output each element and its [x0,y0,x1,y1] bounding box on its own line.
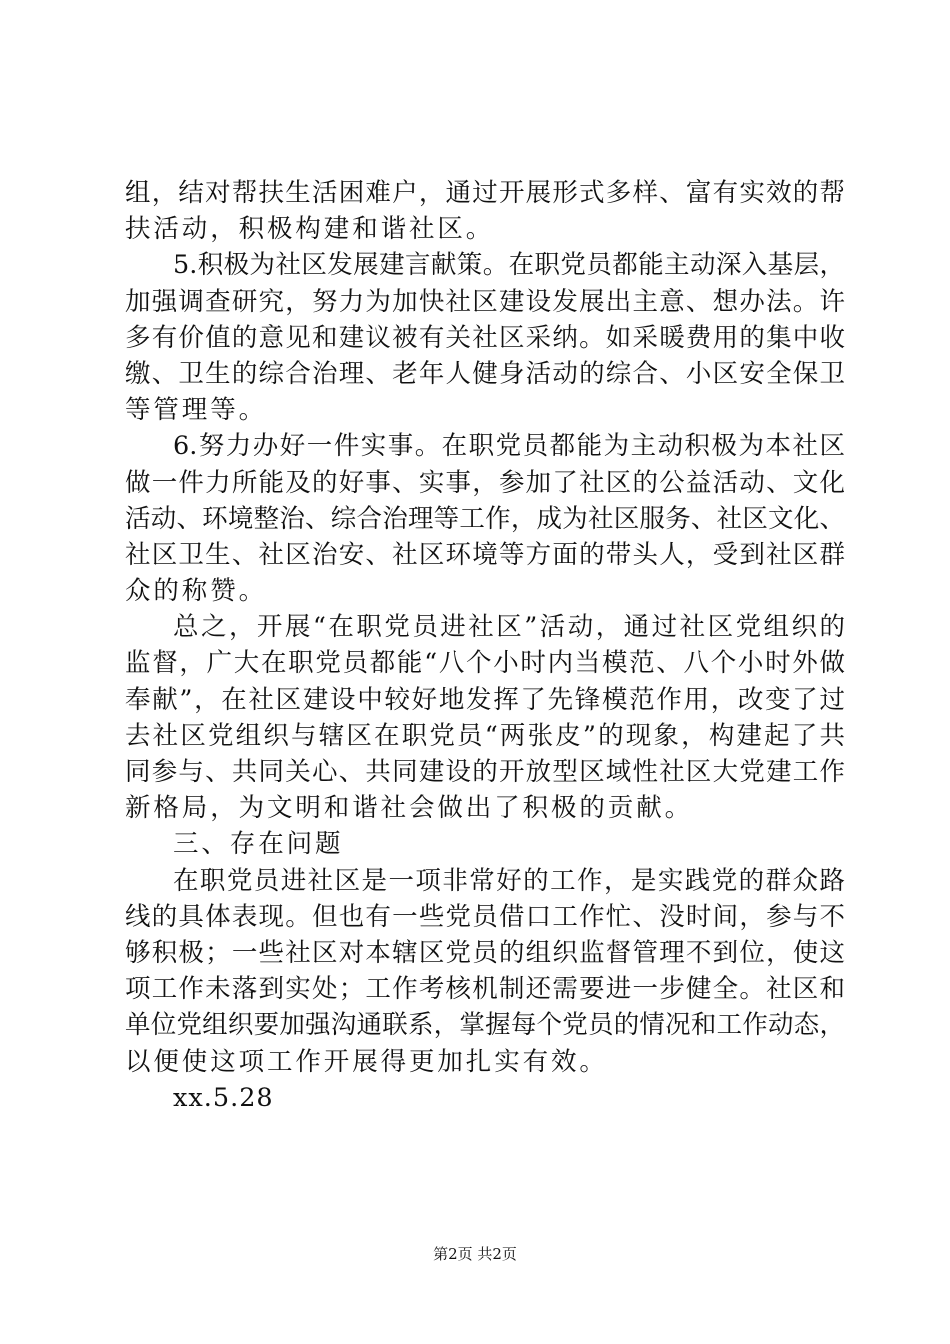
text-line: 以便使这项工作开展得更加扎实有效。 [125,1046,608,1077]
text-line: 组，结对帮扶生活困难户，通过开展形式多样、富有实效的帮 [125,178,845,208]
text-line: 6.努力办好一件实事。在职党员都能为主动积极为本社区 [173,431,845,462]
text-line: 扶活动，积极构建和谐社区。 [125,214,495,245]
text-line: 监督，广大在职党员都能“八个小时内当模范、八个小时外做 [125,648,845,679]
text-line: 多有价值的意见和建议被有关社区采纳。如采暖费用的集中收 [125,322,845,353]
text-line: 同参与、共同关心、共同建设的开放型区域性社区大党建工作 [125,757,845,787]
text-line: 等管理等。 [125,395,268,426]
text-line: 新格局，为文明和谐社会做出了积极的贡献。 [125,793,694,824]
text-line: 社区卫生、社区治安、社区环境等方面的带头人，受到社区群 [125,539,845,570]
text-line: 单位党组织要加强沟通联系，掌握每个党员的情况和工作动态， [125,1010,845,1041]
document-body [125,175,845,1116]
text-line: 去社区党组织与辖区在职党员“两张皮”的现象，构建起了共 [125,720,845,751]
text-line: 在职党员进社区是一项非常好的工作，是实践党的群众路 [173,865,845,896]
text-line: 够积极；一些社区对本辖区党员的组织监督管理不到位，使这 [125,937,845,968]
text-line: 5.积极为社区发展建言献策。在职党员都能主动深入基层， [173,250,845,281]
text-line: 加强调查研究，努力为加快社区建设发展出主意、想办法。许 [125,286,845,317]
text-line: 总之，开展“在职党员进社区”活动，通过社区党组织的 [173,612,845,643]
text-line: 活动、环境整治、综合治理等工作，成为社区服务、社区文化、 [125,503,845,534]
text-line: 缴、卫生的综合治理、老年人健身活动的综合、小区安全保卫 [125,358,845,389]
text-line: 线的具体表现。但也有一些党员借口工作忙、没时间，参与不 [125,901,845,932]
text-line: 众的称赞。 [125,576,268,607]
text-line: 奉献”，在社区建设中较好地发挥了先锋模范作用，改变了过 [125,684,845,715]
text-line: 做一件力所能及的好事、实事，参加了社区的公益活动、文化 [125,467,845,498]
section-heading: 三、存在问题 [173,829,344,860]
document-date: xx.5.28 [173,1082,274,1113]
page-footer: 第2页 共2页 [433,1245,517,1263]
text-line: 项工作未落到实处；工作考核机制还需要进一步健全。社区和 [125,974,845,1005]
